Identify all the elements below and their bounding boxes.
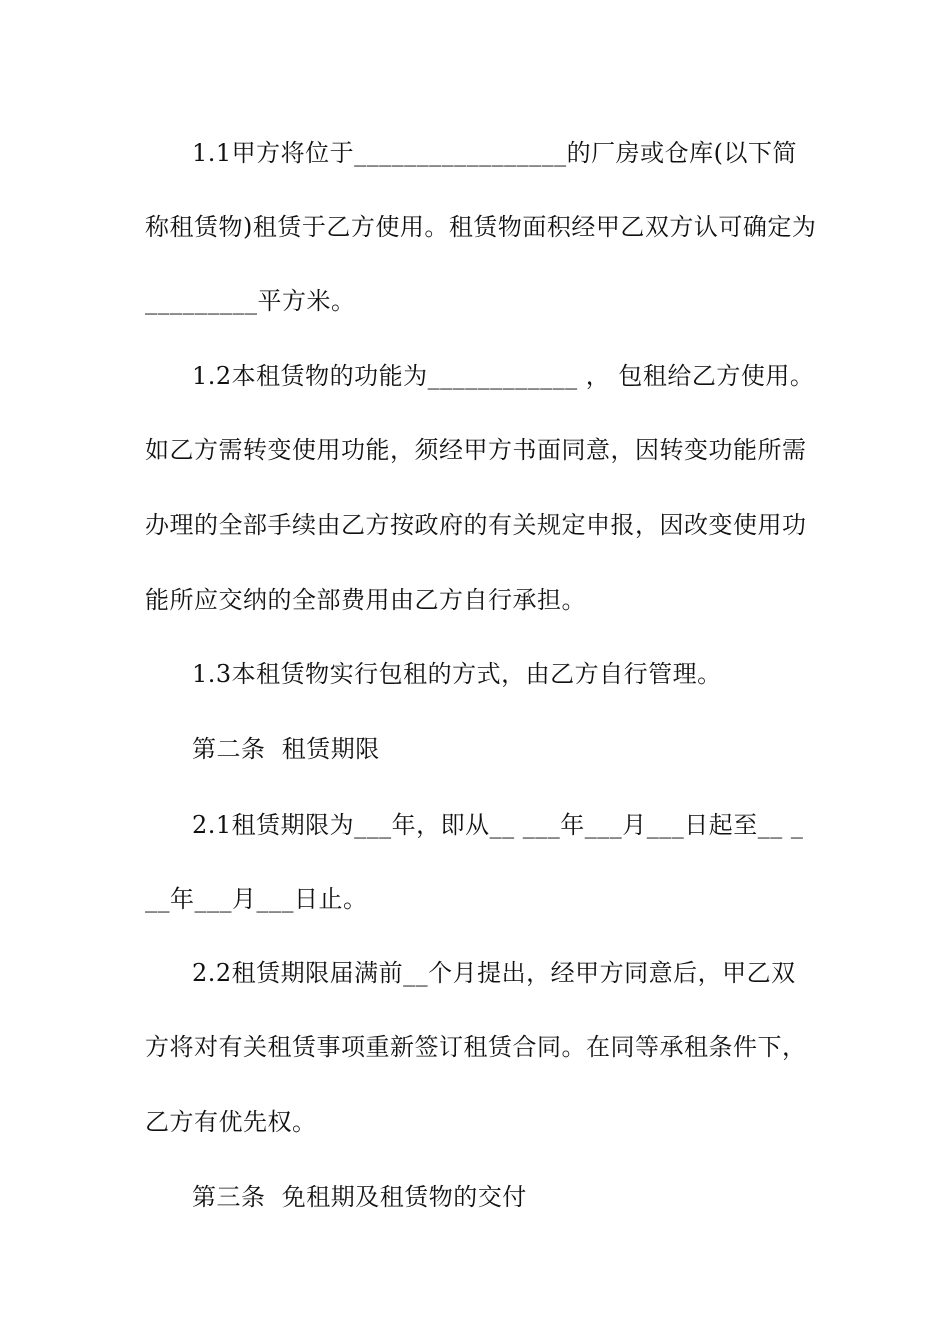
clause-1-2-line-1: 1.2本租赁物的功能为____________ ， 包租给乙方使用。 — [192, 362, 815, 390]
clause-2-1-line-2: __年___月___日止。 — [145, 885, 368, 913]
clause-2-1-line-1: 2.1租赁期限为___年，即从__ ___年___月___日起至__ _ — [192, 811, 804, 839]
article-2-heading: 第二条 租赁期限 — [192, 735, 380, 763]
clause-1-1-line-3: _________平方米。 — [145, 287, 356, 315]
clause-2-2-line-1: 2.2租赁期限届满前__个月提出，经甲方同意后，甲乙双 — [192, 959, 796, 987]
clause-1-2-line-3: 办理的全部手续由乙方按政府的有关规定申报，因改变使用功 — [145, 511, 807, 539]
clause-1-1-line-2: 称租赁物)租赁于乙方使用。租赁物面积经甲乙双方认可确定为 — [145, 213, 817, 241]
article-3-heading: 第三条 免租期及租赁物的交付 — [192, 1183, 527, 1211]
clause-1-3-line-1: 1.3本租赁物实行包租的方式，由乙方自行管理。 — [192, 660, 722, 688]
clause-1-2-line-4: 能所应交纳的全部费用由乙方自行承担。 — [145, 586, 586, 614]
clause-2-2-line-3: 乙方有优先权。 — [145, 1108, 317, 1136]
clause-1-1-line-1: 1.1甲方将位于_________________的厂房或仓库(以下简 — [192, 139, 798, 167]
clause-1-2-line-2: 如乙方需转变使用功能，须经甲方书面同意，因转变功能所需 — [145, 436, 807, 464]
clause-2-2-line-2: 方将对有关租赁事项重新签订租赁合同。在同等承租条件下， — [145, 1033, 807, 1061]
